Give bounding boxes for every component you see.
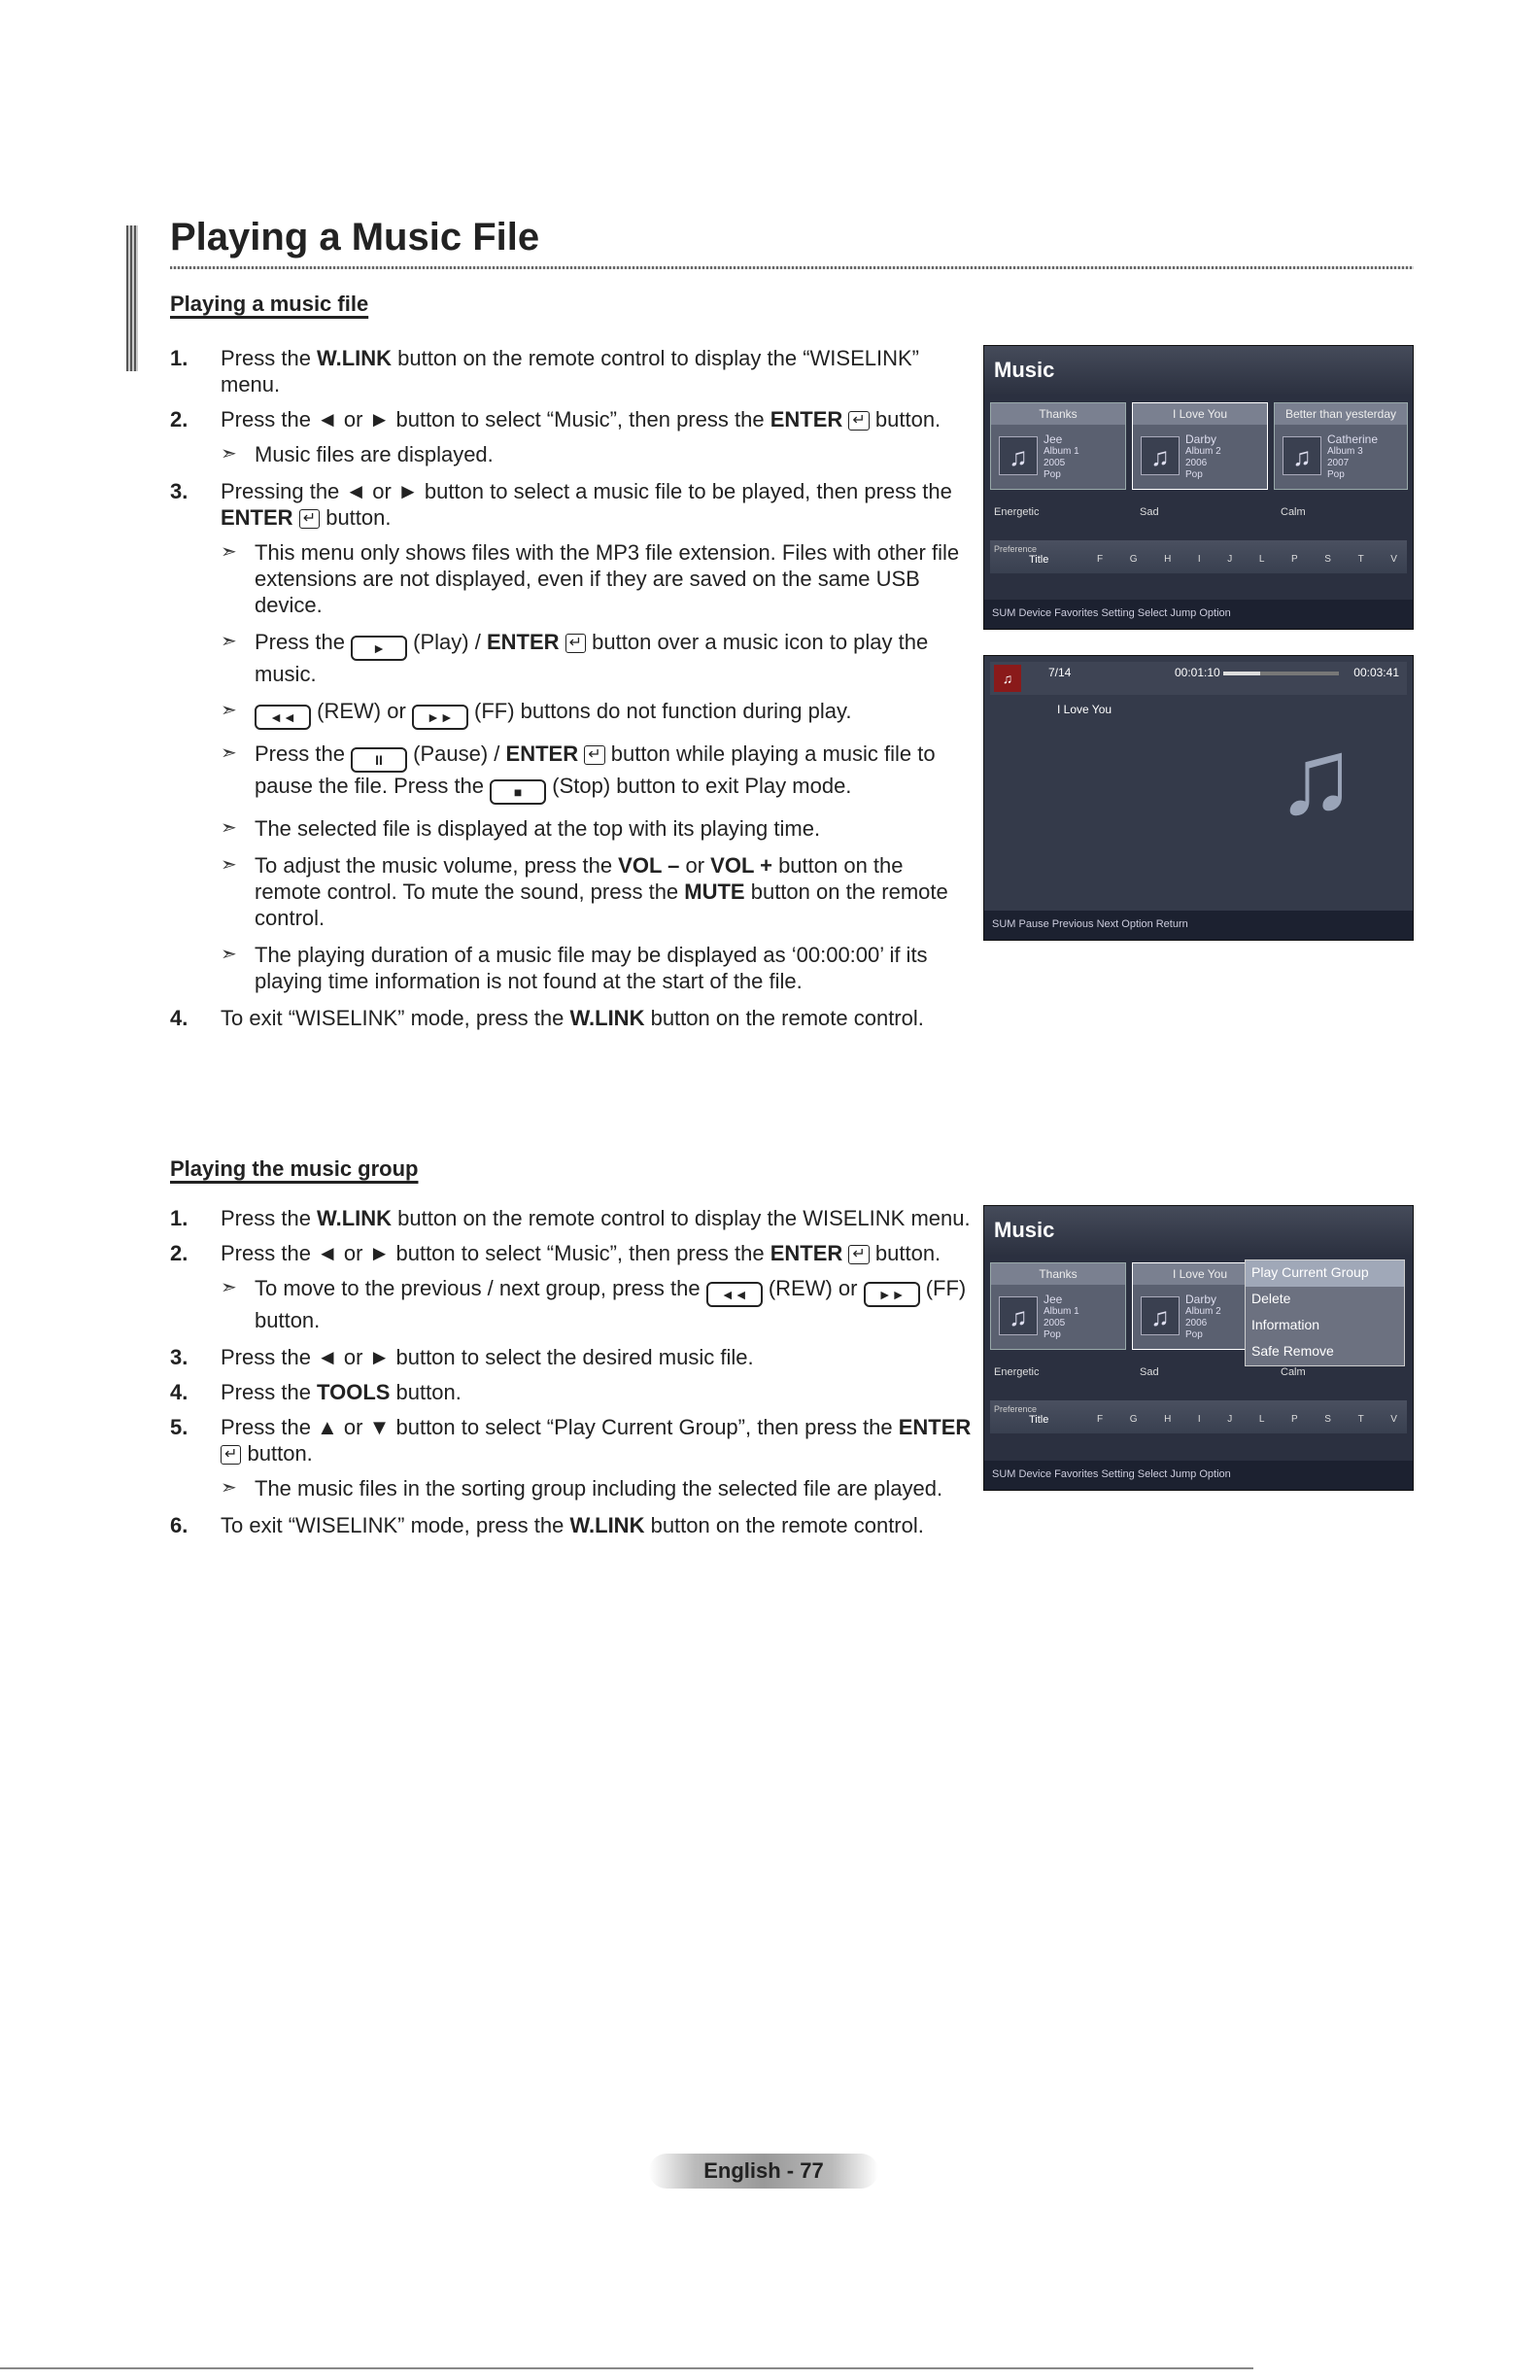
screen-footer: SUM Pause Previous Next Option Return — [984, 911, 1413, 940]
title-rule — [170, 266, 1414, 269]
screenshot-music-player — [983, 655, 1414, 941]
section2-steps — [170, 1205, 972, 1547]
music-tile: Thanks ♫ Jee Album 1 2005 Pop — [990, 402, 1126, 490]
section-heading-music-group: Playing the music group — [170, 1156, 419, 1181]
pause-button-icon: II — [351, 747, 407, 773]
note-arrow-icon: ➣ — [221, 944, 237, 965]
bottom-rule — [0, 2367, 1253, 2369]
sort-bar: Preference Title F G H I J L P S T V — [990, 540, 1407, 573]
note: ➣ Press the II (Pause) / ENTER ↵ button while playing a music file to pause the file. Press the ■ (Stop) button to exit Play mode. — [221, 741, 972, 805]
music-note-icon: ♫ — [999, 1296, 1038, 1335]
music-note-icon: ♫ — [1141, 1296, 1180, 1335]
enter-icon: ↵ — [848, 1245, 869, 1264]
music-note-icon: ♫ — [1141, 436, 1180, 475]
note: ➣ Music files are displayed. — [221, 442, 494, 466]
menu-item-play-current-group[interactable]: Play Current Group — [1246, 1260, 1404, 1287]
note-arrow-icon: ➣ — [221, 1477, 237, 1499]
note-arrow-icon: ➣ — [221, 817, 237, 839]
mood-label: Calm — [1281, 506, 1306, 518]
note: ➣ To adjust the music volume, press the VOL – or VOL + button on the remote control. To mute the sound, press the MUTE button on the remote control. — [221, 853, 948, 930]
music-note-icon: ♫ — [1283, 436, 1321, 475]
note-arrow-icon: ➣ — [221, 1277, 237, 1298]
menu-item-information[interactable]: Information — [1251, 1317, 1320, 1332]
note-arrow-icon: ➣ — [221, 541, 237, 563]
menu-item-delete[interactable]: Delete — [1251, 1291, 1291, 1306]
play-button-icon: ► — [351, 636, 407, 661]
note-arrow-icon: ➣ — [221, 742, 237, 764]
enter-icon: ↵ — [584, 745, 604, 765]
title-accent-bar — [126, 225, 138, 371]
page-title: Playing a Music File — [170, 216, 540, 259]
ff-button-icon: ►► — [864, 1282, 920, 1307]
mood-label: Sad — [1140, 1366, 1159, 1378]
section-heading-playing-file: Playing a music file — [170, 292, 369, 316]
rew-button-icon: ◄◄ — [706, 1282, 763, 1307]
mood-label: Sad — [1140, 506, 1159, 518]
mood-label: Energetic — [994, 1366, 1040, 1378]
screen-header: Music — [984, 346, 1413, 395]
note: ➣ Press the ► (Play) / ENTER ↵ button over a music icon to play the music. — [221, 630, 929, 686]
page-number: English - 77 — [649, 2154, 878, 2189]
mood-label: Calm — [1281, 1366, 1306, 1378]
note-arrow-icon: ➣ — [221, 854, 237, 876]
screen-footer: SUM Device Favorites Setting Select Jump Option — [984, 1461, 1413, 1490]
music-note-icon: ♫ — [1276, 717, 1356, 837]
screen-header: Music — [984, 1206, 1413, 1255]
step-6: 6. To exit “WISELINK” mode, press the W.LINK button on the remote control. — [170, 1513, 924, 1537]
step-3: 3. Press the ◄ or ► button to select the desired music file. — [170, 1345, 754, 1369]
ff-button-icon: ►► — [412, 705, 468, 730]
enter-icon: ↵ — [848, 411, 869, 431]
tools-menu — [1245, 1259, 1405, 1366]
note-arrow-icon: ➣ — [221, 700, 237, 721]
note-arrow-icon: ➣ — [221, 443, 237, 465]
music-tile: Better than yesterday ♫ Catherine Album 3 2007 Pop — [1274, 402, 1408, 490]
enter-icon: ↵ — [299, 509, 320, 529]
step-5: 5. Press the ▲ or ▼ button to select “Play Current Group”, then press the ENTER ↵ button. — [170, 1415, 972, 1466]
note: ➣ ◄◄ (REW) or ►► (FF) buttons do not function during play. — [221, 698, 972, 730]
screenshot-music-browser — [983, 345, 1414, 630]
note: ➣ The music files in the sorting group including the selected file are played. — [221, 1476, 943, 1500]
stop-button-icon: ■ — [490, 779, 546, 805]
step-2: 2. Press the ◄ or ► button to select “Music”, then press the ENTER ↵ button. — [170, 407, 941, 431]
sort-bar: Preference Title F G H I J L P S T V — [990, 1400, 1407, 1433]
enter-icon: ↵ — [221, 1445, 241, 1465]
note: ➣ The selected file is displayed at the top with its playing time. — [221, 816, 821, 841]
music-icon: ♫ — [994, 665, 1021, 692]
enter-icon: ↵ — [565, 634, 586, 653]
step-2: 2. Press the ◄ or ► button to select “Music”, then press the ENTER ↵ button. — [170, 1241, 941, 1265]
screenshot-music-tools-menu — [983, 1205, 1414, 1491]
rew-button-icon: ◄◄ — [255, 705, 311, 730]
song-title: I Love You — [1057, 703, 1112, 716]
note: ➣ To move to the previous / next group, press the ◄◄ (REW) or ►► (FF) button. — [221, 1276, 967, 1332]
menu-item-safe-remove[interactable]: Safe Remove — [1251, 1343, 1334, 1359]
music-tile-selected: I Love You ♫ Darby Album 2 2006 Pop — [1132, 1262, 1268, 1350]
mood-label: Energetic — [994, 506, 1040, 518]
section1-steps — [170, 345, 972, 1040]
step-1: 1. Press the W.LINK button on the remote control to display the “WISELINK” menu. — [170, 346, 919, 397]
progress-bar — [1223, 672, 1339, 675]
note-arrow-icon: ➣ — [221, 631, 237, 652]
music-tile: Thanks ♫ Jee Album 1 2005 Pop — [990, 1262, 1126, 1350]
music-tile-selected: I Love You ♫ Darby Album 2 2006 Pop — [1132, 402, 1268, 490]
step-3: 3. Pressing the ◄ or ► button to select a music file to be played, then press the ENTER ↵ button. — [170, 479, 952, 530]
music-note-icon: ♫ — [999, 436, 1038, 475]
now-playing-strip: ♫ 7/14 00:01:10 00:03:41 — [990, 662, 1407, 695]
note: ➣ The playing duration of a music file may be displayed as ‘00:00:00’ if its playing time information is not found at the start of the file. — [221, 943, 928, 993]
note: ➣ This menu only shows files with the MP3 file extension. Files with other file extensions are not displayed, even if they are saved on the same USB device. — [221, 540, 960, 617]
step-4: 4. To exit “WISELINK” mode, press the W.LINK button on the remote control. — [170, 1006, 924, 1030]
step-4: 4. Press the TOOLS button. — [170, 1380, 462, 1404]
step-1: 1. Press the W.LINK button on the remote control to display the WISELINK menu. — [170, 1206, 971, 1230]
screen-footer: SUM Device Favorites Setting Select Jump Option — [984, 600, 1413, 629]
